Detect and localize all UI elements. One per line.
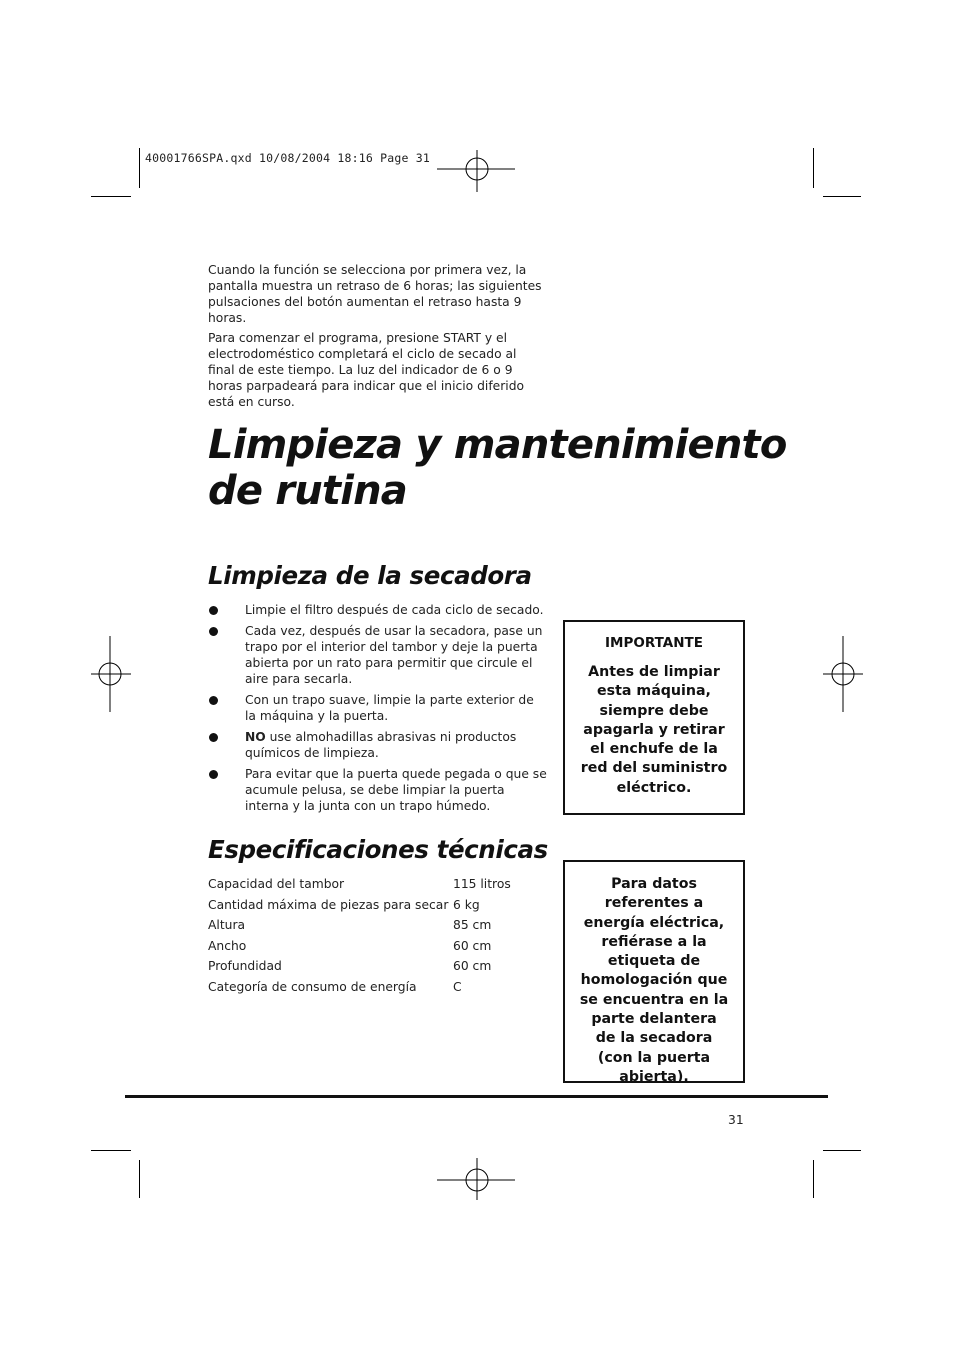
spec-value: 6 kg	[453, 897, 480, 912]
table-row	[208, 980, 511, 1001]
spec-label: Cantidad máxima de piezas para secar	[208, 897, 449, 912]
crop-mark	[139, 1160, 140, 1198]
crop-mark	[813, 1160, 814, 1198]
specs-table	[208, 877, 511, 1001]
intro-text	[208, 262, 543, 414]
spec-value: 115 litros	[453, 877, 511, 891]
table-row	[208, 918, 511, 939]
page-title	[208, 422, 787, 514]
spec-label: Capacidad del tambor	[208, 877, 345, 891]
page-title-line: de rutina	[208, 468, 407, 514]
cleaning-list	[208, 602, 548, 819]
registration-mark-bottom-icon	[437, 1158, 515, 1200]
section-heading-cleaning: Limpieza de la secadora	[208, 561, 532, 590]
crop-mark	[91, 196, 131, 197]
crop-mark	[139, 148, 140, 188]
footer-rule	[125, 1095, 828, 1098]
crop-mark	[91, 1150, 131, 1151]
registration-mark-left-icon	[91, 636, 131, 712]
table-row	[208, 939, 511, 960]
page-title-line: Limpieza y mantenimiento	[208, 422, 787, 468]
energy-text: Para datos referentes a energía eléctrica, refiérase a la etiqueta de homologación que se encuentra en la parte delantera de la secadora (con la puerta abierta).	[579, 876, 729, 1085]
bullet-icon	[209, 606, 218, 615]
section-heading-specs: Especificaciones técnicas	[208, 835, 548, 864]
spec-label: Ancho	[208, 938, 247, 953]
important-text: Antes de limpiar esta máquina, siempre debe apagarla y retirar el enchufe de la red del suministro eléctrico.	[580, 664, 728, 796]
bullet-icon	[209, 696, 218, 705]
spec-value: 85 cm	[453, 918, 492, 933]
registration-mark-right-icon	[823, 636, 863, 712]
list-item-text: Con un trapo suave, limpie la parte exterior de la máquina y la puerta.	[245, 693, 534, 723]
energy-notice-box	[563, 860, 745, 1083]
bullet-icon	[209, 733, 218, 742]
spec-label: Altura	[208, 918, 246, 933]
table-row	[208, 959, 511, 980]
spec-label: Categoría de consumo de energía	[208, 979, 417, 994]
list-item	[208, 692, 548, 724]
list-item-text: Para evitar que la puerta quede pegada o que se acumule pelusa, se debe limpiar la puerta interna y la junta con un trapo húmedo.	[245, 767, 547, 813]
bullet-icon	[209, 770, 218, 779]
crop-mark	[813, 148, 814, 188]
list-item	[208, 729, 548, 761]
crop-mark	[823, 1150, 861, 1151]
spec-value: C	[453, 979, 462, 994]
list-item	[208, 766, 548, 814]
crop-mark	[823, 196, 861, 197]
spec-value: 60 cm	[453, 959, 492, 974]
list-item-text: Cada vez, después de usar la secadora, pase un trapo por el interior del tambor y deje la puerta abierta por un rato para permitir que circule el aire para secarla.	[245, 624, 543, 686]
intro-paragraph: Para comenzar el programa, presione START y el electrodoméstico completará el ciclo de secado al final de este tiempo. La luz del indicador de 6 o 9 horas parpadeará para indicar que el inicio diferido está en curso.	[208, 331, 525, 409]
table-row	[208, 877, 511, 898]
spec-label: Profundidad	[208, 959, 282, 974]
list-item-text: Limpie el filtro después de cada ciclo de secado.	[245, 603, 544, 617]
registration-mark-top-icon	[437, 150, 515, 192]
important-heading: IMPORTANTE	[605, 635, 703, 651]
list-item	[208, 602, 548, 618]
list-item-text: use almohadillas abrasivas ni productos químicos de limpieza.	[245, 730, 517, 760]
spec-value: 60 cm	[453, 938, 492, 953]
intro-paragraph: Cuando la función se selecciona por primera vez, la pantalla muestra un retraso de 6 horas; las siguientes pulsaciones del botón aumentan el retraso hasta 9 horas.	[208, 263, 542, 325]
emphasis: NO	[245, 730, 266, 744]
file-slug: 40001766SPA.qxd 10/08/2004 18:16 Page 31	[145, 151, 430, 165]
list-item	[208, 623, 548, 687]
bullet-icon	[209, 627, 218, 636]
important-notice-box	[563, 620, 745, 815]
table-row	[208, 898, 511, 919]
page-number: 31	[728, 1113, 744, 1127]
